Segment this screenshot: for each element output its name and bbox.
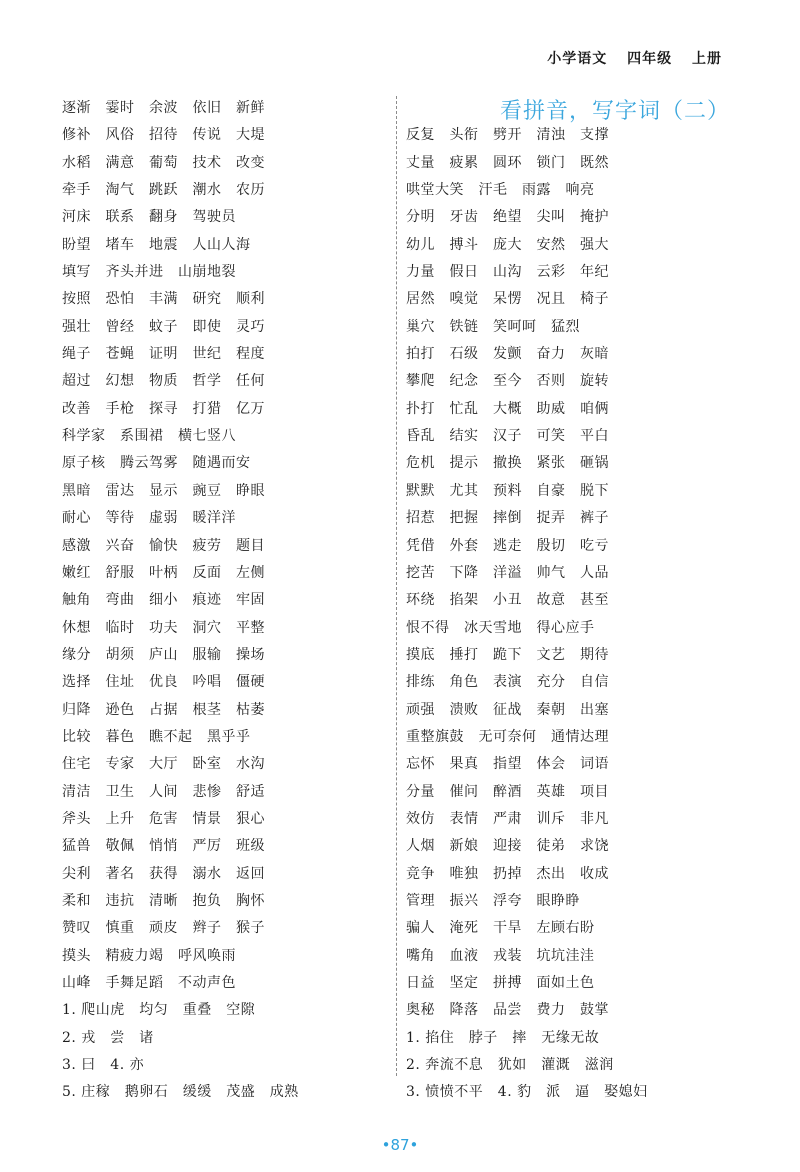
word-row: 山峰 手舞足蹈 不动声色: [62, 975, 236, 991]
header-volume: 上册: [692, 51, 722, 67]
word-row: 原子核 腾云驾雾 随遇而安: [62, 455, 251, 472]
word-row: 凭借 外套 逃走 殷切 吃亏: [406, 537, 609, 554]
word-row: 选择 住址 优良 吟唱 僵硬: [62, 674, 265, 691]
word-row: 巢穴 铁链 笑呵呵 猛烈: [406, 318, 580, 335]
word-row: 环绕 掐架 小丑 故意 甚至: [406, 592, 609, 609]
word-row: 缘分 胡须 庐山 服输 操场: [62, 646, 265, 663]
word-row: 斧头 上升 危害 情景 狠心: [62, 810, 265, 827]
word-row: 危机 提示 撤换 紧张 砸锅: [406, 455, 609, 472]
word-row: 招惹 把握 摔倒 捉弄 裤子: [406, 510, 609, 527]
word-row: 触角 弯曲 细小 痕迹 牢固: [62, 592, 265, 609]
word-row: 摸底 捶打 跪下 文艺 期待: [406, 646, 609, 663]
word-row: 反复 头衔 劈开 清浊 支撑: [406, 127, 609, 144]
page-number: •87•: [381, 1136, 419, 1154]
word-row: 归降 逊色 占据 根茎 枯萎: [62, 701, 265, 718]
left-column: [62, 95, 382, 1107]
word-row: 竞争 唯独 扔掉 杰出 收成: [406, 865, 609, 882]
word-row: 柔和 违抗 清晰 抱负 胸怀: [62, 892, 265, 909]
word-row: 幼儿 搏斗 庞大 安然 强大: [406, 236, 609, 253]
word-row: 感激 兴奋 愉快 疲劳 题目: [62, 537, 265, 554]
word-row: 按照 恐怕 丰满 研究 顺利: [62, 291, 265, 308]
word-row: 顽强 溃败 征战 秦朝 出塞: [406, 701, 609, 718]
word-row: 改善 手枪 探寻 打猎 亿万: [62, 400, 265, 417]
header-label: [533, 48, 722, 68]
word-row: 嫩红 舒服 叶柄 反面 左侧: [62, 564, 265, 581]
word-row: 3. 愤愤不平 4. 豹 派 逼 娶媳妇: [406, 1084, 648, 1101]
word-row: 骗人 淹死 干旱 左顾右盼: [406, 920, 595, 937]
word-row: 拍打 石级 发颤 奋力 灰暗: [406, 346, 609, 363]
word-row: 水稻 满意 葡萄 技术 改变: [62, 154, 265, 171]
word-row: 尖利 著名 获得 溺水 返回: [62, 865, 265, 882]
word-row: 重整旗鼓 无可奈何 通情达理: [406, 728, 609, 745]
word-row: 嘴角 血液 戎装 坑坑洼洼: [406, 947, 595, 964]
word-row: 攀爬 纪念 至今 否则 旋转: [406, 373, 609, 390]
word-row: 力量 假日 山沟 云彩 年纪: [406, 264, 609, 281]
word-row: 2. 戎 尝 诸: [62, 1029, 154, 1046]
word-row: 居然 嗅觉 呆愣 况且 椅子: [406, 291, 609, 308]
word-row: 绳子 苍蝇 证明 世纪 程度: [62, 346, 265, 363]
word-row: 管理 振兴 浮夸 眼睁睁: [406, 892, 580, 909]
word-row: 科学家 系围裙 横七竖八: [62, 428, 236, 445]
word-row: 填写 齐头并进 山崩地裂: [62, 264, 236, 281]
word-row: 昏乱 结实 汉子 可笑 平白: [406, 428, 609, 445]
word-row: 恨不得 冰天雪地 得心应手: [406, 619, 595, 636]
word-row: 牵手 淘气 跳跃 潮水 农历: [62, 182, 265, 199]
word-row: 盼望 堵车 地震 人山人海: [62, 236, 251, 253]
word-row: 排练 角色 表演 充分 自信: [406, 674, 609, 691]
word-row: 超过 幻想 物质 哲学 任何: [62, 373, 265, 390]
word-row: 忘怀 果真 指望 体会 词语: [406, 756, 609, 773]
word-row: 哄堂大笑 汗毛 雨露 响亮: [406, 182, 595, 199]
word-row: 效仿 表情 严肃 训斥 非凡: [406, 810, 609, 827]
word-row: 分明 牙齿 绝望 尖叫 掩护: [406, 209, 609, 226]
word-row: 逐渐 霎时 余波 依旧 新鲜: [62, 100, 265, 116]
page-header: [0, 0, 800, 80]
word-row: 河床 联系 翻身 驾驶员: [62, 209, 236, 226]
word-row: 日益 坚定 拼搏 面如土色: [406, 975, 595, 991]
word-row: 摸头 精疲力竭 呼风唤雨: [62, 947, 236, 964]
word-row: 黑暗 雷达 显示 豌豆 睁眼: [62, 482, 265, 499]
header-subject: 小学语文: [547, 51, 608, 67]
word-row: 1. 掐住 脖子 摔 无缘无故: [406, 1029, 600, 1046]
word-row: 丈量 疲累 圆环 锁门 既然: [406, 154, 609, 171]
word-row: 分量 催问 醉酒 英雄 项目: [406, 783, 609, 800]
word-row: 2. 奔流不息 犹如 灌溉 滋润: [406, 1057, 614, 1074]
word-row: 默默 尤其 预料 自豪 脱下: [406, 482, 609, 499]
word-row: 挖苦 下降 洋溢 帅气 人品: [406, 564, 609, 581]
right-column: [406, 95, 736, 1107]
header-grade: 四年级: [627, 51, 673, 67]
word-row: 奥秘 降落 品尝 费力 鼓掌: [406, 1002, 609, 1019]
column-divider: [396, 96, 397, 1076]
word-row: 住宅 专家 大厅 卧室 水沟: [62, 756, 265, 773]
word-row: 赞叹 慎重 顽皮 辫子 猴子: [62, 920, 265, 937]
word-row: 3. 曰 4. 亦: [62, 1057, 145, 1074]
word-row: 1. 爬山虎 均匀 重叠 空隙: [62, 1002, 256, 1019]
word-row: 人烟 新娘 迎接 徒弟 求饶: [406, 838, 609, 855]
word-row: 强壮 曾经 蚊子 即使 灵巧: [62, 318, 265, 335]
word-row: 修补 风俗 招待 传说 大堤: [62, 127, 265, 144]
word-row: 扑打 忙乱 大概 助威 咱俩: [406, 400, 609, 417]
word-row: 比较 暮色 瞧不起 黑乎乎: [62, 728, 251, 745]
word-row: 5. 庄稼 鹅卵石 缓缓 茂盛 成熟: [62, 1084, 299, 1101]
word-row: 清洁 卫生 人间 悲惨 舒适: [62, 783, 265, 800]
word-row: 休想 临时 功夫 洞穴 平整: [62, 619, 265, 636]
word-row: [406, 95, 736, 122]
section-title: 看拼音，写字词（二）: [499, 99, 730, 124]
word-row: 猛兽 敬佩 悄悄 严厉 班级: [62, 838, 265, 855]
word-row: 耐心 等待 虚弱 暖洋洋: [62, 510, 236, 527]
